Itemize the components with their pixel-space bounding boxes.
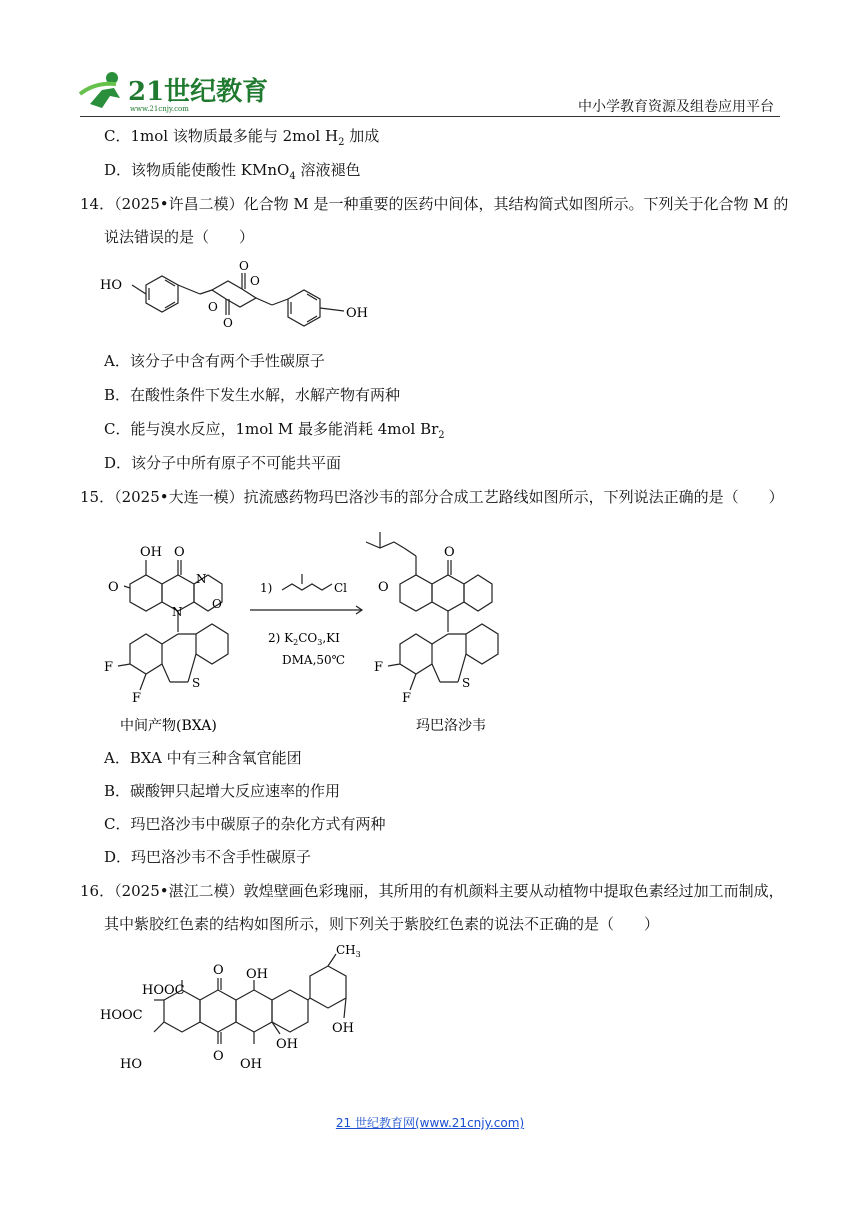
- q15-step1-label: 1): [260, 581, 273, 595]
- q15-f-label-1: F: [104, 660, 114, 675]
- q16-oh-label-3: OH: [240, 1057, 262, 1072]
- q16-stem-line1: 16．（2025•湛江二模）敦煌壁画色彩瑰丽，其所用的有机颜料主要从动植物中提取色素经过加工而制成，: [80, 882, 784, 900]
- q15-s-label: S: [192, 676, 201, 690]
- q15-product-name: 玛巴洛沙韦: [416, 718, 486, 734]
- q15-cl-label: Cl: [334, 581, 348, 595]
- q15-stem: 15．（2025•大连一模）抗流感药物玛巴洛沙韦的部分合成工艺路线如图所示，下列说法正确的是（ ）: [80, 488, 784, 506]
- q15-o-label-2: O: [108, 580, 119, 595]
- q14-o-label-2: O: [223, 316, 233, 330]
- q16-o-label-2: O: [213, 1049, 224, 1064]
- q15-option-a: A．BXA 中有三种含氧官能团: [104, 749, 302, 767]
- q14-option-c: C．能与溴水反应，1mol M 最多能消耗 4mol $Br_2$: [104, 420, 445, 441]
- q15-product-s-label: S: [462, 676, 471, 690]
- q16-stem-line2: 其中紫胶红色素的结构如图所示，则下列关于紫胶红色素的说法不正确的是（ ）: [104, 915, 660, 933]
- q15-f-label-2: F: [132, 691, 142, 706]
- q13-option-c: C．1mol 该物质最多能与 2mol $H_2$ 加成: [104, 127, 380, 148]
- q16-ch3-label: $CH_3$: [336, 943, 361, 959]
- q15-option-b: B．碳酸钾只起增大反应速率的作用: [104, 782, 341, 800]
- q14-o-label-3: O: [208, 300, 218, 314]
- q15-reactant-name: 中间产物(BXA): [120, 718, 217, 734]
- q15-oh-label: OH: [140, 545, 162, 560]
- logo-url: www.21cnjy.com: [130, 105, 189, 113]
- header-divider: [80, 116, 780, 117]
- q15-n-label-2: N: [172, 605, 183, 619]
- q16-oh-label-2: OH: [276, 1037, 298, 1052]
- q15-step3-label: DMA,50℃: [282, 653, 346, 667]
- q16-ho-label: HO: [120, 1057, 142, 1072]
- q16-o-label-1: O: [213, 963, 224, 978]
- q14-o-label-1: O: [239, 259, 249, 273]
- logo-runner-icon: [80, 64, 330, 114]
- q16-structure-figure: [100, 940, 380, 1100]
- header-platform-text: 中小学教育资源及组卷应用平台: [578, 99, 774, 115]
- q14-structure-figure: [100, 255, 380, 340]
- q14-option-d: D．该分子中所有原子不可能共平面: [104, 454, 342, 472]
- q14-stem-line2: 说法错误的是（ ）: [104, 228, 255, 246]
- q15-o-label-1: O: [174, 545, 185, 560]
- q15-product-f-label-1: F: [374, 660, 384, 675]
- logo-text: 21世纪教育: [128, 77, 269, 107]
- q14-stem-line1: 14．（2025•许昌二模）化合物 M 是一种重要的医药中间体，其结构简式如图所示。下列关于化合物 M 的: [80, 195, 789, 213]
- q16-oh-label-4: OH: [332, 1021, 354, 1036]
- q15-option-c: C．玛巴洛沙韦中碳原子的杂化方式有两种: [104, 815, 386, 833]
- q15-product-f-label-2: F: [402, 691, 412, 706]
- q15-step2-label: 2) $K_2CO_3,KI$: [268, 631, 340, 647]
- q14-option-a: A．该分子中含有两个手性碳原子: [104, 352, 325, 370]
- q15-reaction-figure: [100, 512, 560, 742]
- q14-o-label-4: O: [250, 274, 260, 288]
- q16-cooh-label-2: HOOC: [100, 1008, 143, 1023]
- q15-option-d: D．玛巴洛沙韦不含手性碳原子: [104, 848, 312, 866]
- q16-oh-label-1: OH: [246, 967, 268, 982]
- footer-site-link[interactable]: 21 世纪教育网(www.21cnjy.com): [335, 1116, 525, 1130]
- q14-ho-label: HO: [100, 278, 122, 293]
- site-logo: [80, 64, 330, 114]
- q15-product-o-label: O: [444, 545, 455, 560]
- q14-oh-label: OH: [346, 306, 368, 321]
- q16-cooh-label-1: HOOC: [142, 983, 185, 998]
- q15-o-label-3: O: [212, 597, 222, 611]
- q15-n-label-1: N: [196, 572, 207, 586]
- q15-product-o-label-2: O: [378, 580, 389, 595]
- q14-option-b: B．在酸性条件下发生水解，水解产物有两种: [104, 386, 401, 404]
- q13-option-d: D．该物质能使酸性 KMnO$_4$ 溶液褪色: [104, 161, 361, 182]
